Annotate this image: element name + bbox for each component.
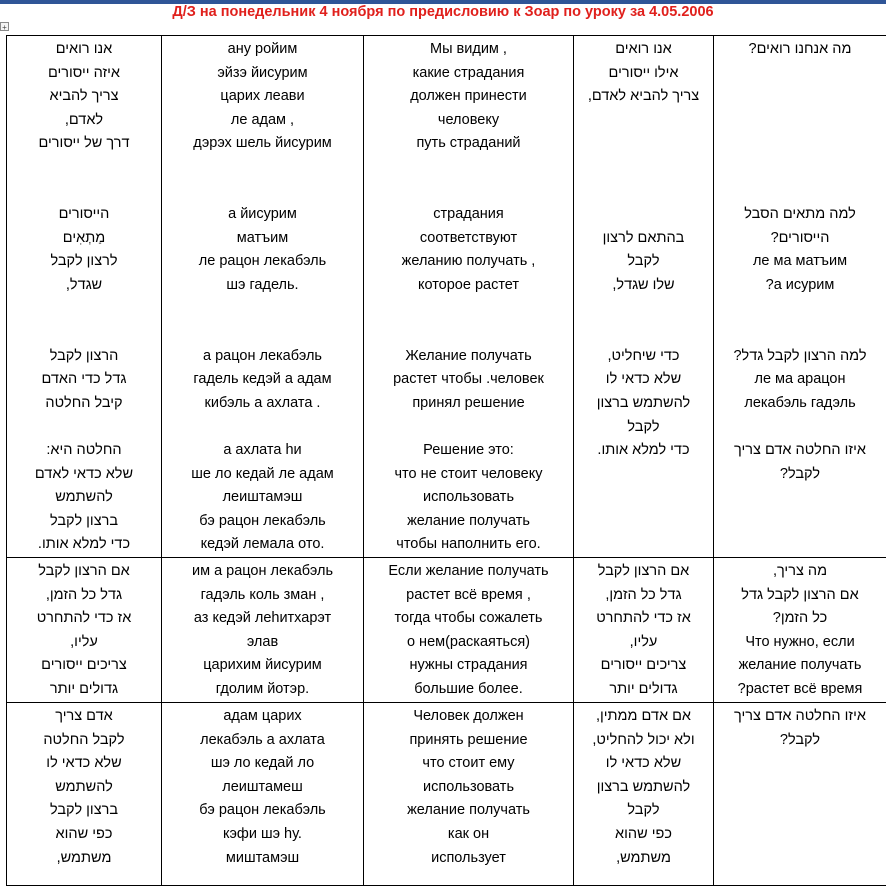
- cell-line: צריכים ייסורים: [10, 654, 158, 678]
- table-body: [7, 36, 886, 886]
- cell-line: гадель кедэй а адам: [165, 368, 360, 392]
- cell-line: שלא כדאי לו: [10, 752, 158, 776]
- cell-line: нужны страдания: [367, 654, 570, 678]
- cell-line: אם הרצון לקבל: [10, 560, 158, 584]
- cell-russian-translation[interactable]: [364, 36, 574, 558]
- cell-line: а йисурим: [165, 203, 360, 227]
- cell-line: למה הרצון לקבל גדל?: [717, 345, 883, 369]
- table-move-handle[interactable]: +: [0, 22, 9, 31]
- cell-line: אז כדי להתחרט: [10, 607, 158, 631]
- cell-line: כדי למלא אותו.: [577, 439, 710, 463]
- cell-line: леиштамеш: [165, 776, 360, 800]
- cell-line: להשתמש ברצון: [577, 392, 710, 416]
- cell-line: желание получать: [367, 510, 570, 534]
- cell-hebrew-source[interactable]: [574, 703, 714, 886]
- cell-hebrew-answer[interactable]: [7, 703, 162, 886]
- cell-line: шэ ло кедай ло: [165, 752, 360, 776]
- cell-line: למה מתאים הסבל: [717, 203, 883, 227]
- cell-line: [717, 132, 883, 156]
- cell-line: [367, 298, 570, 322]
- cell-line: [717, 109, 883, 133]
- cell-line: кибэль а ахлата .: [165, 392, 360, 416]
- cell-line: принять решение: [367, 729, 570, 753]
- cell-line: матъим: [165, 227, 360, 251]
- cell-line: שלא כדאי לו: [577, 752, 710, 776]
- cell-line: [367, 156, 570, 180]
- cell-line: צריך להביא: [10, 85, 158, 109]
- cell-line: גדל כדי האדם: [10, 368, 158, 392]
- cell-line: מה אנחנו רואים?: [717, 38, 883, 62]
- cell-line: משתמש,: [577, 847, 710, 871]
- cell-line: שגדל,: [10, 274, 158, 298]
- cell-line: растет всё время?: [717, 678, 883, 702]
- cell-line: [717, 180, 883, 204]
- cell-hebrew-answer[interactable]: [7, 558, 162, 703]
- cell-line: эйзэ йисурим: [165, 62, 360, 86]
- cell-line: ше ло кедай ле адам: [165, 463, 360, 487]
- cell-line: тогда чтобы сожалеть: [367, 607, 570, 631]
- cell-transliteration[interactable]: [162, 558, 364, 703]
- cell-line: использовать: [367, 776, 570, 800]
- cell-line: לאדם,: [10, 109, 158, 133]
- cell-line: путь страданий: [367, 132, 570, 156]
- cell-line: страдания: [367, 203, 570, 227]
- table-row-1: [7, 36, 886, 558]
- cell-line: что не стоит человеку: [367, 463, 570, 487]
- cell-line: [10, 321, 158, 345]
- cell-line: [367, 321, 570, 345]
- cell-line: использовать: [367, 486, 570, 510]
- cell-line: ле рацон лекабэль: [165, 250, 360, 274]
- cell-line: לקבל: [577, 250, 710, 274]
- cell-line: желание получать: [367, 799, 570, 823]
- cell-line: איזה ייסורים: [10, 62, 158, 86]
- cell-line: להשתמש ברצון: [577, 776, 710, 800]
- cell-line: [577, 203, 710, 227]
- cell-line: аз кедэй леhитхарэт: [165, 607, 360, 631]
- cell-line: [165, 180, 360, 204]
- cell-line: לרצון לקבל: [10, 250, 158, 274]
- cell-hebrew-source[interactable]: [574, 558, 714, 703]
- cell-line: Если желание получать: [367, 560, 570, 584]
- cell-line: ле ма матъим: [717, 250, 883, 274]
- cell-line: а рацон лекабэль: [165, 345, 360, 369]
- cell-line: [577, 298, 710, 322]
- cell-question[interactable]: [714, 703, 886, 886]
- cell-line: ברצון לקבל: [10, 799, 158, 823]
- cell-line: איזו החלטה אדם צריך: [717, 705, 883, 729]
- cell-line: אם הרצון לקבל גדל: [717, 584, 883, 608]
- cell-line: желание получать: [717, 654, 883, 678]
- cell-line: [10, 416, 158, 440]
- cell-line: אנו רואים: [577, 38, 710, 62]
- homework-table: [6, 35, 886, 886]
- cell-line: גדל כל הזמן,: [10, 584, 158, 608]
- cell-line: а ахлата hи: [165, 439, 360, 463]
- cell-line: кэфи шэ hу.: [165, 823, 360, 847]
- cell-line: גדולים יותר: [577, 678, 710, 702]
- cell-line: дэрэх шель йисурим: [165, 132, 360, 156]
- cell-line: [717, 298, 883, 322]
- cell-line: бэ рацон лекабэль: [165, 799, 360, 823]
- cell-line: [577, 132, 710, 156]
- cell-line: ле адам ,: [165, 109, 360, 133]
- cell-transliteration[interactable]: [162, 703, 364, 886]
- cell-line: какие страдания: [367, 62, 570, 86]
- cell-line: гдолим йотэр.: [165, 678, 360, 702]
- cell-line: бэ рацон лекабэль: [165, 510, 360, 534]
- cell-line: אנו רואים: [10, 38, 158, 62]
- cell-line: לקבל: [577, 799, 710, 823]
- cell-line: гадэль коль зман ,: [165, 584, 360, 608]
- cell-line: לקבל?: [717, 729, 883, 753]
- cell-line: лекабэль гадэль: [717, 392, 883, 416]
- cell-line: אדם צריך: [10, 705, 158, 729]
- cell-question[interactable]: [714, 558, 886, 703]
- cell-line: עליו,: [577, 631, 710, 655]
- cell-line: מה צריך,: [717, 560, 883, 584]
- cell-line: אז כדי להתחרט: [577, 607, 710, 631]
- cell-line: ברצון לקבל: [10, 510, 158, 534]
- cell-line: אם אדם ממתין,: [577, 705, 710, 729]
- cell-line: кедэй лемала ото.: [165, 533, 360, 557]
- cell-line: צריכים ייסורים: [577, 654, 710, 678]
- cell-line: [717, 62, 883, 86]
- cell-line: הרצון לקבל: [10, 345, 158, 369]
- cell-line: Мы видим ,: [367, 38, 570, 62]
- cell-line: משתמש,: [10, 847, 158, 871]
- cell-line: [577, 156, 710, 180]
- cell-line: שלו שגדל,: [577, 274, 710, 298]
- cell-line: растет чтобы .человек: [367, 368, 570, 392]
- cell-line: им а рацон лекабэль: [165, 560, 360, 584]
- table-row-2: [7, 558, 886, 703]
- cell-line: עליו,: [10, 631, 158, 655]
- cell-line: לקבל החלטה: [10, 729, 158, 753]
- cell-line: элав: [165, 631, 360, 655]
- table-row-3: [7, 703, 886, 886]
- cell-line: שלא כדאי לו: [577, 368, 710, 392]
- cell-line: как он: [367, 823, 570, 847]
- cell-line: [10, 298, 158, 322]
- cell-hebrew-source[interactable]: [574, 36, 714, 558]
- cell-line: איזו החלטה אדם צריך: [717, 439, 883, 463]
- cell-line: דרך של ייסורים: [10, 132, 158, 156]
- cell-line: [165, 416, 360, 440]
- cell-line: [10, 156, 158, 180]
- cell-line: которое растет: [367, 274, 570, 298]
- cell-line: царих леави: [165, 85, 360, 109]
- cell-line: כל הזמן?: [717, 607, 883, 631]
- cell-line: קיבל החלטה: [10, 392, 158, 416]
- cell-line: [10, 180, 158, 204]
- cell-line: החלטה היא:: [10, 439, 158, 463]
- cell-line: [717, 321, 883, 345]
- cell-russian-translation[interactable]: [364, 558, 574, 703]
- cell-line: должен принести: [367, 85, 570, 109]
- cell-line: принял решение: [367, 392, 570, 416]
- cell-line: כפי שהוא: [577, 823, 710, 847]
- cell-line: בהתאם לרצון: [577, 227, 710, 251]
- cell-line: человеку: [367, 109, 570, 133]
- cell-line: הייסורים?: [717, 227, 883, 251]
- cell-line: [717, 85, 883, 109]
- cell-line: [165, 156, 360, 180]
- cell-line: большие более.: [367, 678, 570, 702]
- cell-line: адам царих: [165, 705, 360, 729]
- cell-line: использует: [367, 847, 570, 871]
- cell-line: ולא יכול להחליט,: [577, 729, 710, 753]
- cell-line: соответствуют: [367, 227, 570, 251]
- cell-line: כפי שהוא: [10, 823, 158, 847]
- cell-line: миштамэш: [165, 847, 360, 871]
- cell-line: царихим йисурим: [165, 654, 360, 678]
- cell-transliteration[interactable]: [162, 36, 364, 558]
- cell-line: Решение это:: [367, 439, 570, 463]
- cell-line: а исурим?: [717, 274, 883, 298]
- cell-line: чтобы наполнить его.: [367, 533, 570, 557]
- cell-line: что стоит ему: [367, 752, 570, 776]
- cell-line: לקבל: [577, 416, 710, 440]
- cell-russian-translation[interactable]: [364, 703, 574, 886]
- cell-line: шэ гадель.: [165, 274, 360, 298]
- cell-line: растет всё время ,: [367, 584, 570, 608]
- cell-line: желанию получать ,: [367, 250, 570, 274]
- cell-line: כדי למלא אותו.: [10, 533, 158, 557]
- cell-line: [577, 180, 710, 204]
- cell-question[interactable]: [714, 36, 886, 558]
- cell-line: [165, 298, 360, 322]
- cell-line: [367, 180, 570, 204]
- cell-line: Что нужно, если: [717, 631, 883, 655]
- cell-line: גדולים יותר: [10, 678, 158, 702]
- cell-line: [577, 109, 710, 133]
- cell-line: [717, 156, 883, 180]
- cell-line: [577, 321, 710, 345]
- cell-line: מַתְאִים: [10, 227, 158, 251]
- cell-line: леиштамэш: [165, 486, 360, 510]
- cell-line: [367, 416, 570, 440]
- cell-line: ану ройим: [165, 38, 360, 62]
- cell-line: להשתמש: [10, 776, 158, 800]
- cell-line: לקבל?: [717, 463, 883, 487]
- cell-line: Желание получать: [367, 345, 570, 369]
- cell-line: אם הרצון לקבל: [577, 560, 710, 584]
- cell-line: שלא כדאי לאדם: [10, 463, 158, 487]
- document-title: Д/З на понедельник 4 ноября по предисловию к Зоар по уроку за 4.05.2006: [0, 3, 886, 25]
- cell-line: [717, 416, 883, 440]
- cell-hebrew-answer[interactable]: [7, 36, 162, 558]
- cell-line: о нем(раскаяться): [367, 631, 570, 655]
- cell-line: лекабэль а ахлата: [165, 729, 360, 753]
- cell-line: הייסורים: [10, 203, 158, 227]
- cell-line: ле ма арацон: [717, 368, 883, 392]
- cell-line: כדי שיחליט,: [577, 345, 710, 369]
- cell-line: אילו ייסורים: [577, 62, 710, 86]
- cell-line: להשתמש: [10, 486, 158, 510]
- cell-line: גדל כל הזמן,: [577, 584, 710, 608]
- cell-line: [165, 321, 360, 345]
- cell-line: צריך להביא לאדם,: [577, 85, 710, 109]
- cell-line: Человек должен: [367, 705, 570, 729]
